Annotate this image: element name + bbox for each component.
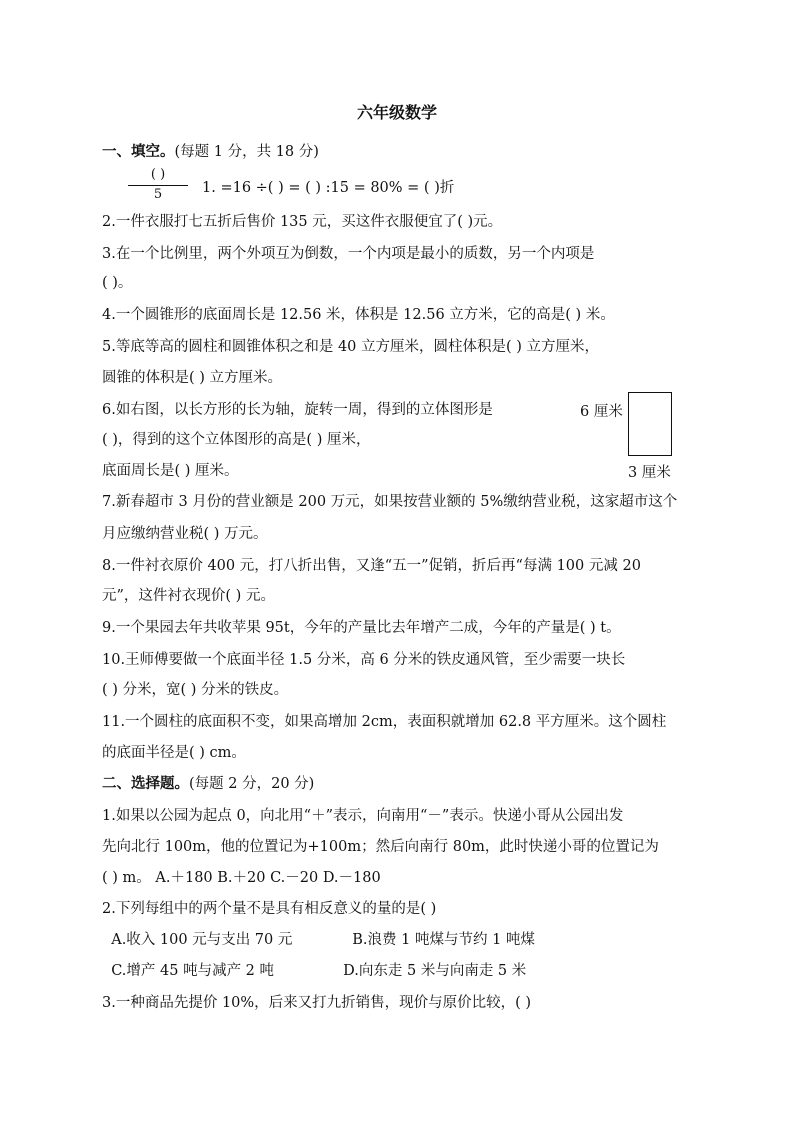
fraction-denominator: 5 — [153, 187, 163, 202]
question-line: 11.一个圆柱的底面积不变，如果高增加 2cm，表面积就增加 62.8 平方厘米。这个圆柱 — [102, 714, 667, 730]
question-line: 圆锥的体积是( ) 立方厘米。 — [102, 370, 283, 386]
question-line: 8.一件衬衣原价 400 元，打八折出售，又逢“五一”促销，折后再“每满 100 元减 20 — [102, 558, 641, 574]
question-line: 1.如果以公园为起点 0，向北用“＋”表示，向南用“－”表示。快递小哥从公园出发 — [102, 808, 624, 824]
question-line: 7.新春超市 3 月份的营业额是 200 万元，如果按营业额的 5%缴纳营业税，这家超市这个 — [102, 494, 678, 510]
section-heading-choice — [102, 774, 314, 794]
question-line: ( )。 — [102, 275, 133, 291]
section-heading-text: 一、填空。 — [102, 144, 175, 160]
fraction-bar — [128, 185, 188, 186]
question-line: 的底面半径是( ) cm。 — [102, 745, 246, 761]
rectangle-figure — [628, 392, 672, 456]
question-line: 3.一种商品先提价 10%，后来又打九折销售，现价与原价比较，( ) — [102, 995, 532, 1011]
question-option-line: A.收入 100 元与支出 70 元 B.浪费 1 吨煤与节约 1 吨煤 — [102, 932, 535, 948]
section-heading-text: 二、选择题。 — [102, 776, 189, 792]
question-line: ( ) m。 A.＋180 B.＋20 C.－20 D.－180 — [102, 870, 381, 886]
question-line: 6.如右图，以长方形的长为轴，旋转一周，得到的立体图形是 — [102, 402, 493, 418]
question-line: 月应缴纳营业税( ) 万元。 — [102, 526, 268, 542]
fraction-blank — [128, 166, 188, 203]
rectangle-bottom-label: 3 厘米 — [628, 465, 671, 481]
section-heading-fill-blank — [102, 142, 319, 162]
question-line: 底面周长是( ) 厘米。 — [102, 463, 239, 479]
question-1-equation: 1. =16 ÷( ) = ( ) :15 = 80% = ( )折 — [202, 180, 455, 196]
section-score-note: (每题 2 分，20 分) — [189, 776, 315, 792]
question-option-line: C.增产 45 吨与减产 2 吨 D.向东走 5 米与向南走 5 米 — [102, 963, 527, 979]
question-line: 2.下列每组中的两个量不是具有相反意义的量的是( ) — [102, 901, 437, 917]
section-score-note: (每题 1 分，共 18 分) — [174, 144, 319, 160]
question-line: ( )，得到的这个立体图形的高是( ) 厘米， — [102, 432, 371, 448]
question-line: 3.在一个比例里，两个外项互为倒数，一个内项是最小的质数，另一个内项是 — [102, 246, 595, 262]
question-line: 2.一件衣服打七五折后售价 135 元，买这件衣服便宜了( )元。 — [102, 214, 503, 230]
question-line: ( ) 分米，宽( ) 分米的铁皮。 — [102, 682, 289, 698]
fraction-numerator: ( ) — [150, 167, 166, 182]
question-line: 先向北行 100m，他的位置记为+100m；然后向南行 80m，此时快递小哥的位置记为 — [102, 839, 659, 855]
question-line: 5.等底等高的圆柱和圆锥体积之和是 40 立方厘米，圆柱体积是( ) 立方厘米， — [102, 339, 600, 355]
rectangle-side-label: 6 厘米 — [580, 404, 623, 420]
question-line: 元”，这件衬衣现价( ) 元。 — [102, 588, 275, 604]
question-line: 9.一个果园去年共收苹果 95t，今年的产量比去年增产二成，今年的产量是( ) t。 — [102, 620, 621, 636]
question-line: 4.一个圆锥形的底面周长是 12.56 米，体积是 12.56 立方米，它的高是( ) 米。 — [102, 307, 615, 323]
page-title: 六年级数学 — [356, 103, 437, 122]
question-line: 10.王师傅要做一个底面半径 1.5 分米，高 6 分米的铁皮通风管，至少需要一块长 — [102, 652, 626, 668]
